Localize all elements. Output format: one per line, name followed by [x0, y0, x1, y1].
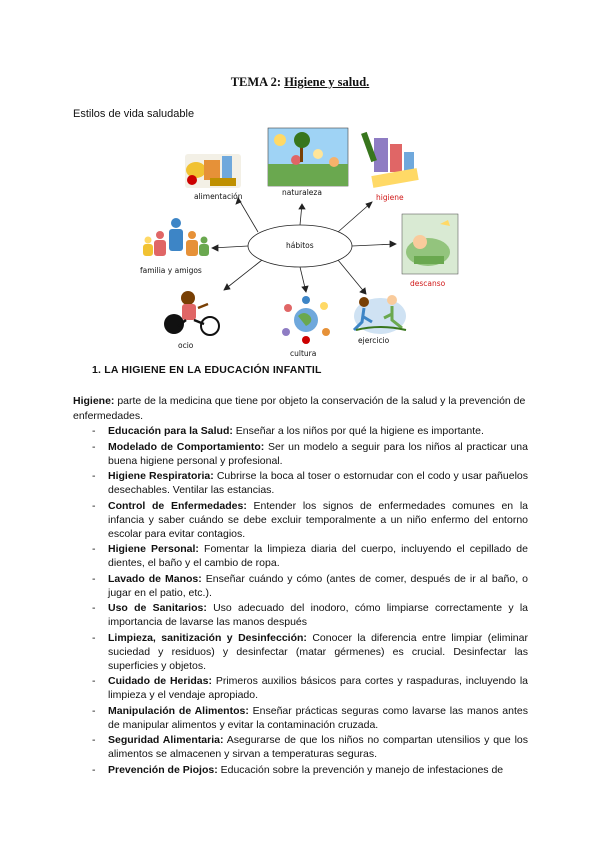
list-item: - Seguridad Alimentaria: Asegurarse de que los niños no compartan utensilios y que los alimentos se almacenen y sirvan a temperaturas seguras.: [92, 734, 528, 760]
nature-illustration: [268, 128, 348, 186]
arrow-descanso: [390, 241, 396, 247]
list-item: - Educación para la Salud: Enseñar a los niños por qué la higiene es importante.: [92, 425, 484, 437]
label-ejercicio: ejercicio: [358, 336, 390, 345]
habits-diagram: [0, 120, 600, 360]
hygiene-illustration: [361, 132, 419, 188]
arrow-higiene: [366, 202, 372, 208]
line-descanso: [352, 244, 396, 246]
subtitle: Estilos de vida saludable: [73, 108, 195, 120]
label-descanso: descanso: [410, 279, 446, 288]
arrow-naturaleza: [299, 204, 305, 209]
intro-paragraph: [73, 394, 528, 423]
line-ejercicio: [338, 260, 366, 294]
list-item: - Modelado de Comportamiento: Ser un modelo a seguir para los niños al practicar una buena higiene personal y profesional.: [92, 440, 528, 467]
intro-term: Higiene:: [73, 395, 115, 407]
title-topic: Higiene y salud.: [284, 75, 370, 89]
diagram-graphics: [0, 120, 600, 360]
label-familia: familia y amigos: [140, 266, 202, 275]
list-item: - Limpieza, sanitización y Desinfección: Conocer la diferencia entre limpiar (eliminar suciedad y residuos) y desinfectar (matar gérmenes) es crucial. Desinfectar las superficies y objetos.: [92, 631, 528, 672]
hygiene-list: [92, 424, 528, 778]
label-cultura: cultura: [290, 349, 317, 358]
arrow-ejercicio: [360, 288, 366, 294]
line-higiene: [338, 202, 372, 232]
list-item: - Uso de Sanitarios: Uso adecuado del inodoro, cómo limpiarse correctamente y la importancia de lavarse las manos después: [92, 602, 528, 628]
label-ocio: ocio: [178, 341, 194, 350]
intro-text: parte de la medicina que tiene por objeto la conservación de la salud y la prevención de enfermedades.: [73, 395, 526, 422]
arrow-ocio: [224, 284, 230, 290]
list-item: - Lavado de Manos: Enseñar cuándo y cómo (antes de comer, después de ir al baño, o jugar en el patio, etc.).: [92, 572, 528, 599]
family-illustration: [143, 218, 209, 256]
leisure-illustration: [164, 291, 219, 335]
line-ocio: [224, 260, 262, 290]
label-higiene: higiene: [376, 193, 404, 202]
arrow-familia: [212, 245, 218, 251]
list-item: - Control de Enfermedades: Entender los signos de enfermedades comunes en la infancia y saber cuándo se debe excluir temporalmente a un niño enfermo del entorno escolar para evitar contagios.: [92, 499, 528, 540]
culture-illustration: [282, 296, 330, 344]
list-item: - Prevención de Piojos: Educación sobre la prevención y manejo de infestaciones de: [92, 763, 504, 776]
rest-illustration: [402, 214, 458, 274]
line-alimentacion: [238, 198, 258, 232]
arrow-cultura: [302, 286, 308, 292]
label-naturaleza: naturaleza: [282, 188, 322, 197]
list-item: - Higiene Personal: Fomentar la limpieza diaria del cuerpo, incluyendo el cepillado de dientes, el baño y el cambio de ropa.: [92, 543, 528, 569]
food-illustration: [185, 154, 241, 188]
list-item: - Higiene Respiratoria: Cubrirse la boca al toser o estornudar con el codo y usar pañuelos desechables. Ventilar las estancias.: [92, 470, 528, 496]
document-title: [0, 75, 600, 90]
section-heading: 1. LA HIGIENE EN LA EDUCACIÓN INFANTIL: [92, 364, 322, 376]
label-alimentacion: alimentación: [194, 192, 243, 201]
list-item: - Manipulación de Alimentos: Enseñar prácticas seguras como lavarse las manos antes de manipular alimentos y evitar la contaminación cruzada.: [92, 704, 528, 731]
title-prefix: TEMA 2:: [230, 75, 285, 89]
exercise-illustration: [354, 295, 406, 334]
center-label: hábitos: [286, 241, 314, 250]
list-item: - Cuidado de Heridas: Primeros auxilios básicos para cortes y raspaduras, incluyendo la limpieza y el vendaje apropiado.: [92, 675, 528, 701]
